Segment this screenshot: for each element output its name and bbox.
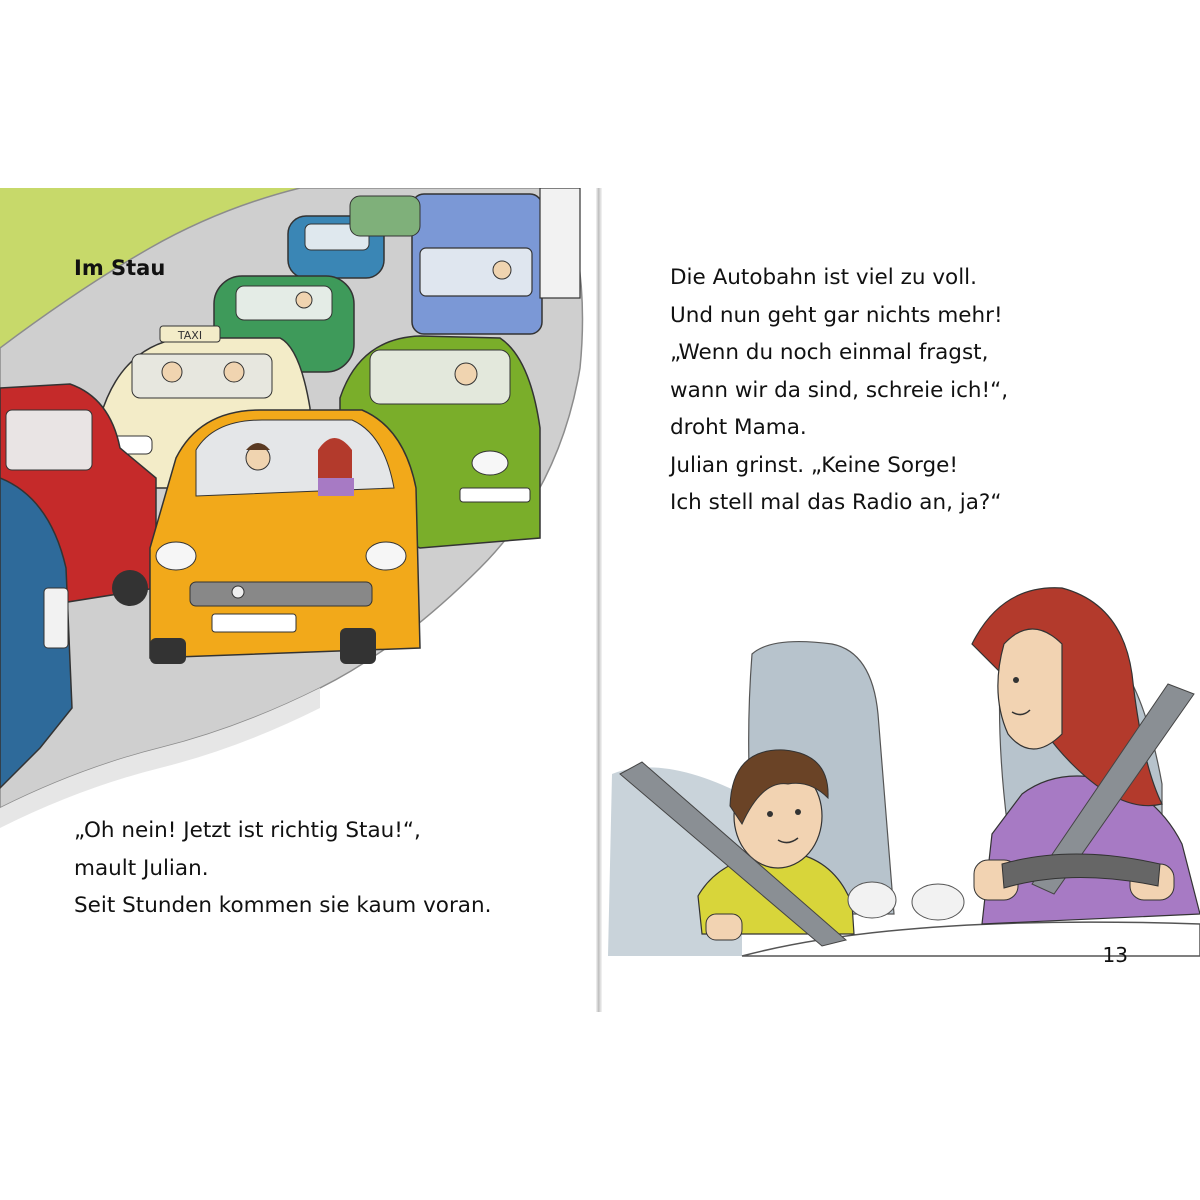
text-line: „Oh nein! Jetzt ist richtig Stau!“, bbox=[74, 818, 421, 843]
right-page-text bbox=[670, 259, 1008, 522]
dashboard-knob bbox=[848, 882, 896, 918]
yellow-car bbox=[150, 410, 420, 664]
left-page-text bbox=[74, 812, 491, 925]
text-line: „Wenn du noch einmal fragst, bbox=[670, 340, 989, 365]
text-line: Seit Stunden kommen sie kaum voran. bbox=[74, 893, 492, 918]
text-line: Julian grinst. „Keine Sorge! bbox=[670, 452, 958, 478]
text-line: Die Autobahn ist viel zu voll. bbox=[670, 265, 977, 290]
text-line: wann wir da sind, schreie ich!“, bbox=[670, 377, 1009, 403]
dashboard-knob bbox=[912, 884, 964, 920]
chapter-title: Im Stau bbox=[74, 256, 166, 280]
right-page bbox=[602, 188, 1200, 1012]
text-line: Ich stell mal das Radio an, ja?“ bbox=[670, 490, 1002, 515]
left-page bbox=[0, 188, 596, 1012]
page-number: 13 bbox=[1102, 943, 1128, 967]
text-line: mault Julian. bbox=[74, 855, 209, 881]
text-line: Und nun geht gar nichts mehr! bbox=[670, 302, 1003, 328]
mother-and-son-in-car-illustration bbox=[602, 584, 1200, 974]
taxi-sign-text: TAXI bbox=[177, 329, 203, 342]
text-line: droht Mama. bbox=[670, 415, 807, 440]
